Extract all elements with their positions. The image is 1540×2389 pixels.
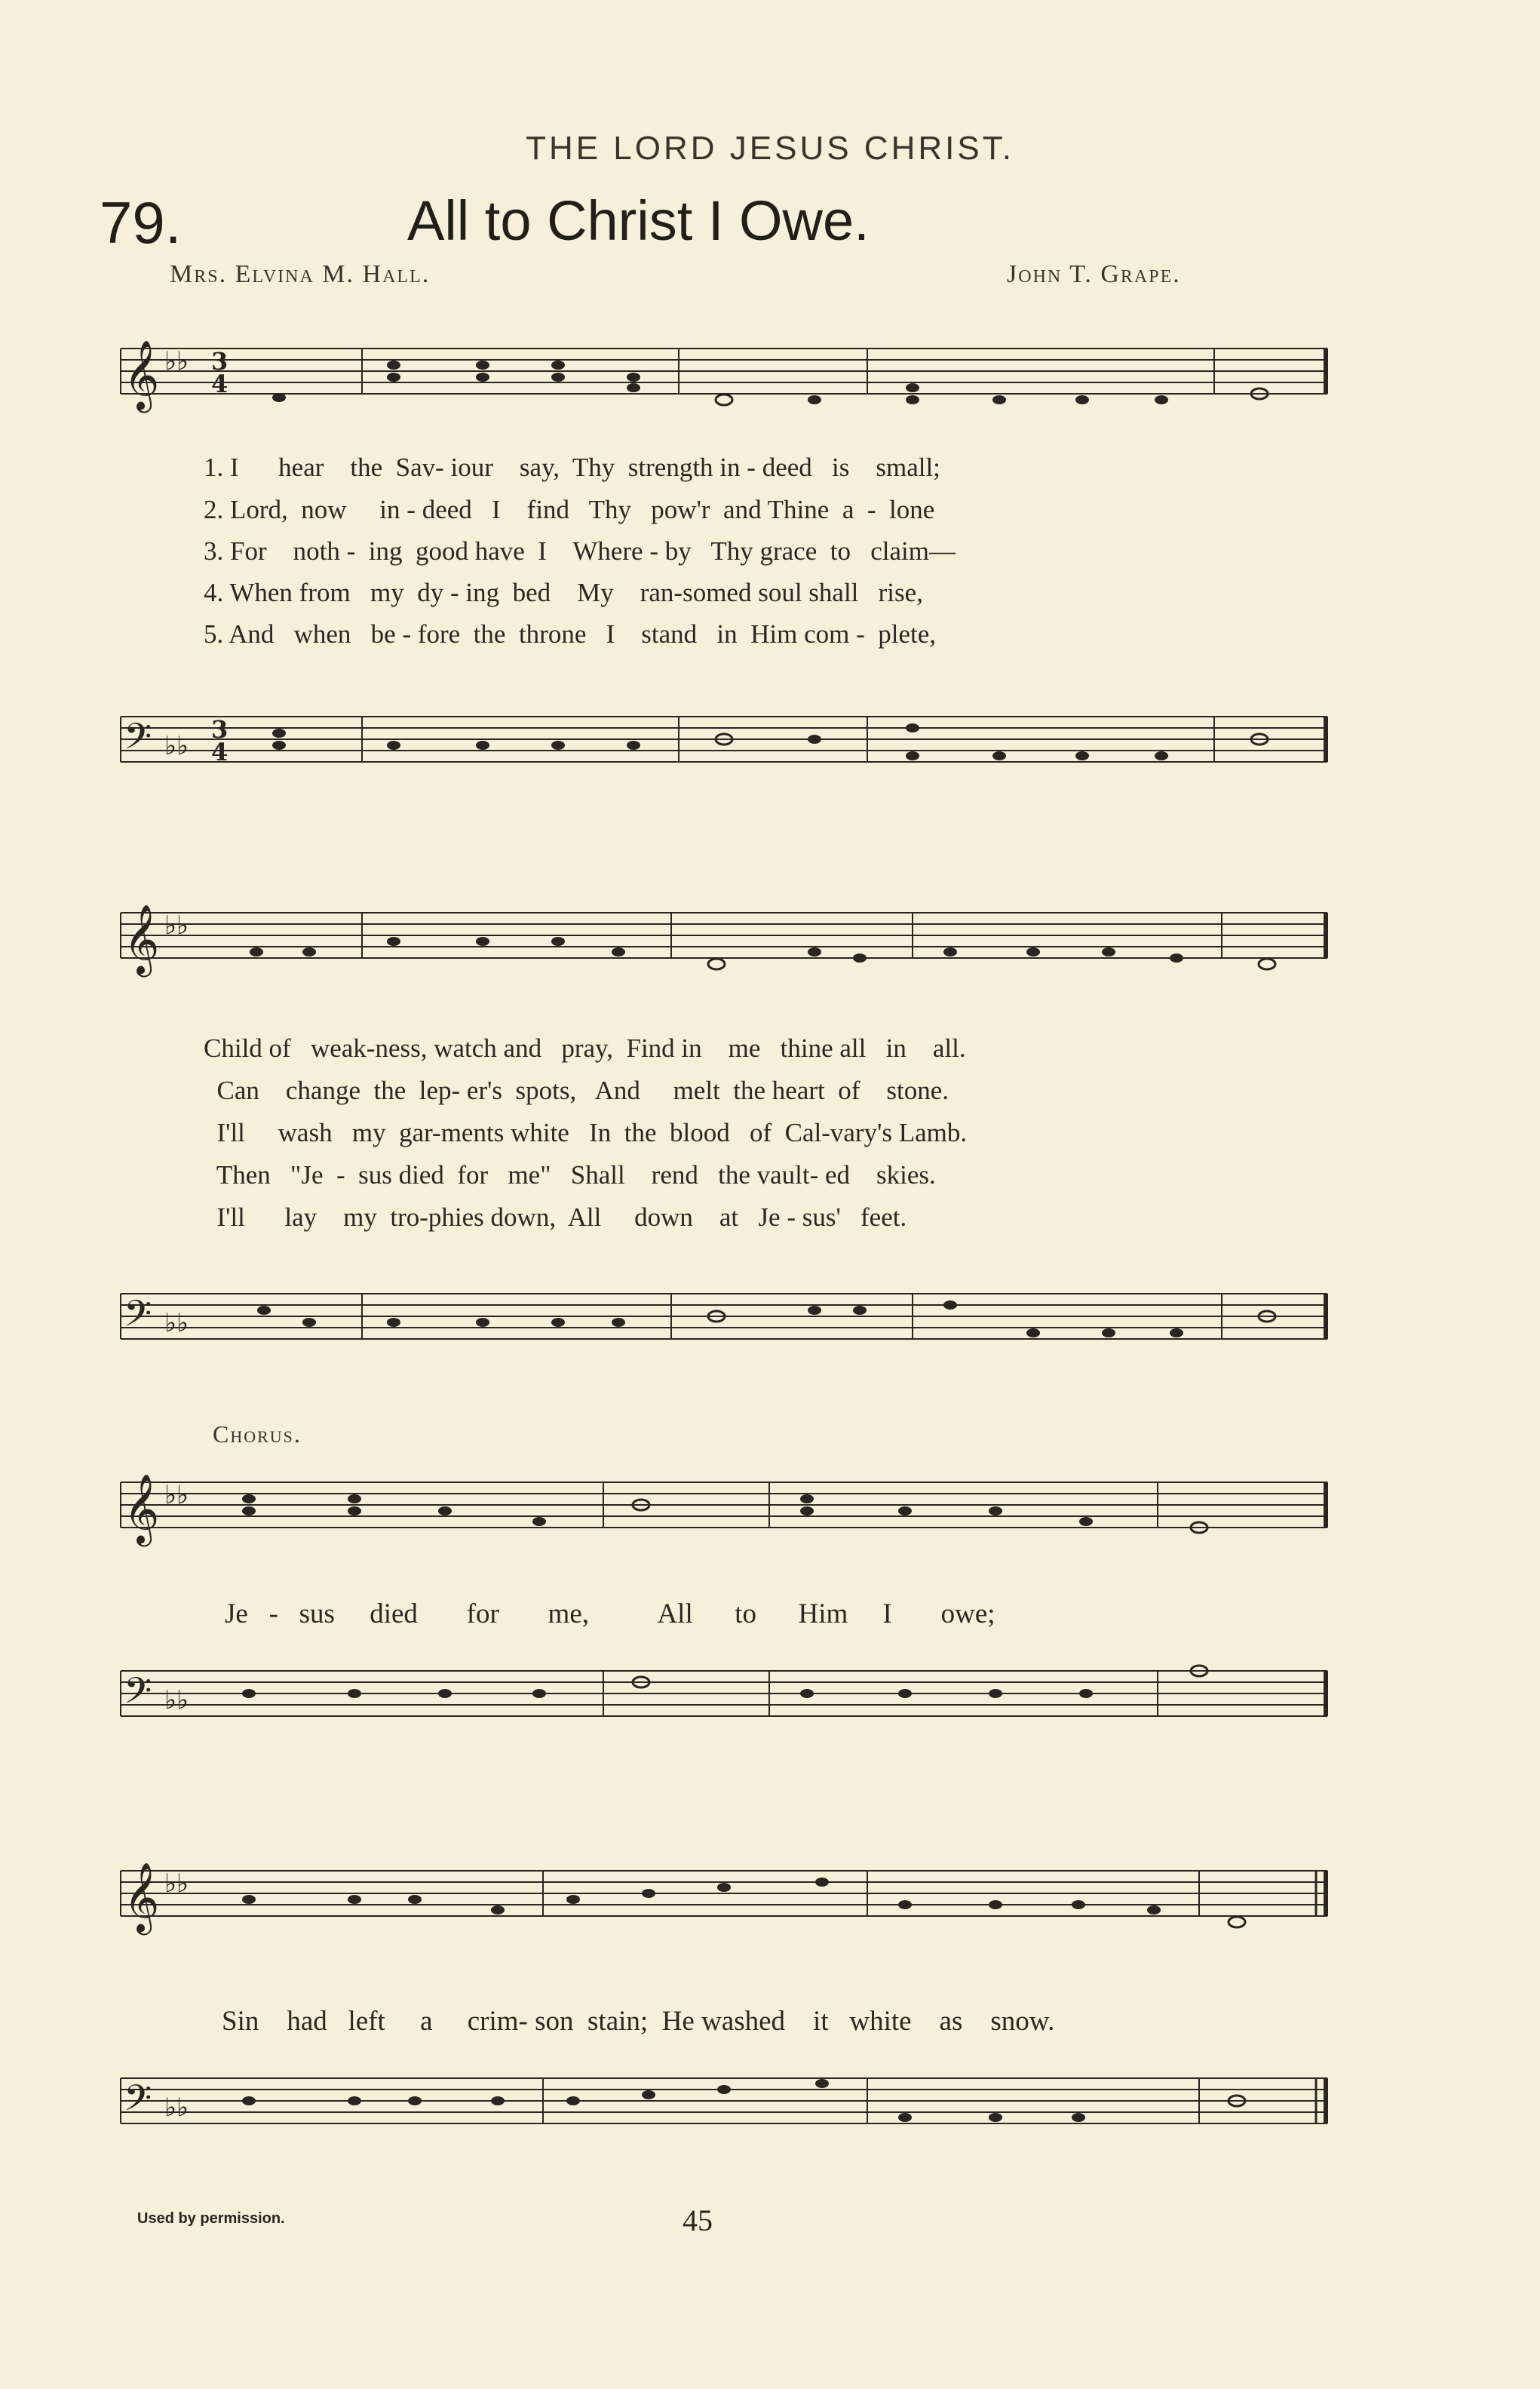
composer-credit: John T. Grape. <box>1007 260 1181 288</box>
hymn-title: All to Christ I Owe. <box>407 189 870 252</box>
svg-text:♭♭: ♭♭ <box>164 1685 189 1715</box>
permission-note: Used by permission. <box>137 2210 285 2227</box>
svg-text:𝄞: 𝄞 <box>124 904 160 974</box>
svg-text:4: 4 <box>211 738 229 766</box>
chorus-label: Chorus. <box>213 1420 302 1448</box>
verse-1-line-a: 1. I hear the Sav- iour say, Thy strength in - deed is small; <box>204 453 940 482</box>
svg-text:𝄢: 𝄢 <box>124 2077 152 2128</box>
chorus-2-treble-staff <box>106 1848 1335 1946</box>
chorus-2-bass-staff <box>106 2037 1335 2157</box>
svg-text:♭♭: ♭♭ <box>164 910 189 941</box>
svg-text:𝄞: 𝄞 <box>124 1862 160 1932</box>
verse-5-line-a: 5. And when be - fore the throne I stand in Him com - plete, <box>204 619 937 649</box>
svg-text:3: 3 <box>211 347 229 376</box>
svg-text:𝄞: 𝄞 <box>124 1473 160 1543</box>
author-credit: Mrs. Elvina M. Hall. <box>170 260 431 288</box>
chorus-lyric-1: Je - sus died for me, All to Him I owe; <box>225 1598 995 1629</box>
verse-1-line-b: Child of weak-ness, watch and pray, Find in me thine all in all. <box>204 1033 966 1063</box>
svg-text:♭♭: ♭♭ <box>164 1480 189 1510</box>
chorus-1-treble-staff <box>106 1460 1335 1558</box>
svg-text:♭♭: ♭♭ <box>164 2093 189 2123</box>
svg-text:𝄢: 𝄢 <box>124 1669 152 1721</box>
verse-4-line-a: 4. When from my dy - ing bed My ran-somed soul shall rise, <box>204 578 923 607</box>
chorus-1-bass-staff <box>106 1633 1335 1754</box>
verse-5-line-b: I'll lay my tro-phies down, All down at Je - sus' feet. <box>204 1202 907 1232</box>
system-2-treble-staff <box>106 890 1335 988</box>
page-number: 45 <box>683 2203 713 2237</box>
svg-text:♭♭: ♭♭ <box>164 731 189 761</box>
svg-text:𝄢: 𝄢 <box>124 1292 152 1343</box>
svg-text:3: 3 <box>211 715 229 744</box>
verse-4-line-b: Then "Je - sus died for me" Shall rend the vault- ed skies. <box>204 1160 936 1190</box>
svg-text:4: 4 <box>211 370 229 398</box>
svg-text:𝄞: 𝄞 <box>124 339 160 410</box>
svg-text:𝄢: 𝄢 <box>124 715 152 766</box>
hymn-number: 79. <box>100 189 182 256</box>
verse-3-line-b: I'll wash my gar-ments white In the blood of Cal-vary's Lamb. <box>204 1118 968 1147</box>
verse-2-line-b: Can change the lep- er's spots, And melt the heart of stone. <box>204 1076 949 1105</box>
system-2-bass-staff <box>106 1248 1335 1369</box>
section-title: THE LORD JESUS CHRIST. <box>526 130 1014 167</box>
system-1-bass-staff <box>106 679 1335 800</box>
chorus-lyric-2: Sin had left a crim- son stain; He washed it white as snow. <box>222 2006 1055 2037</box>
verse-2-line-a: 2. Lord, now in - deed I find Thy pow'r and Thine a - lone <box>204 495 935 524</box>
svg-text:♭♭: ♭♭ <box>164 1308 189 1338</box>
svg-text:♭♭: ♭♭ <box>164 346 189 376</box>
svg-text:♭♭: ♭♭ <box>164 1869 189 1899</box>
system-1-treble-staff <box>106 326 1335 424</box>
verse-3-line-a: 3. For noth - ing good have I Where - by Thy grace to claim— <box>204 536 956 566</box>
